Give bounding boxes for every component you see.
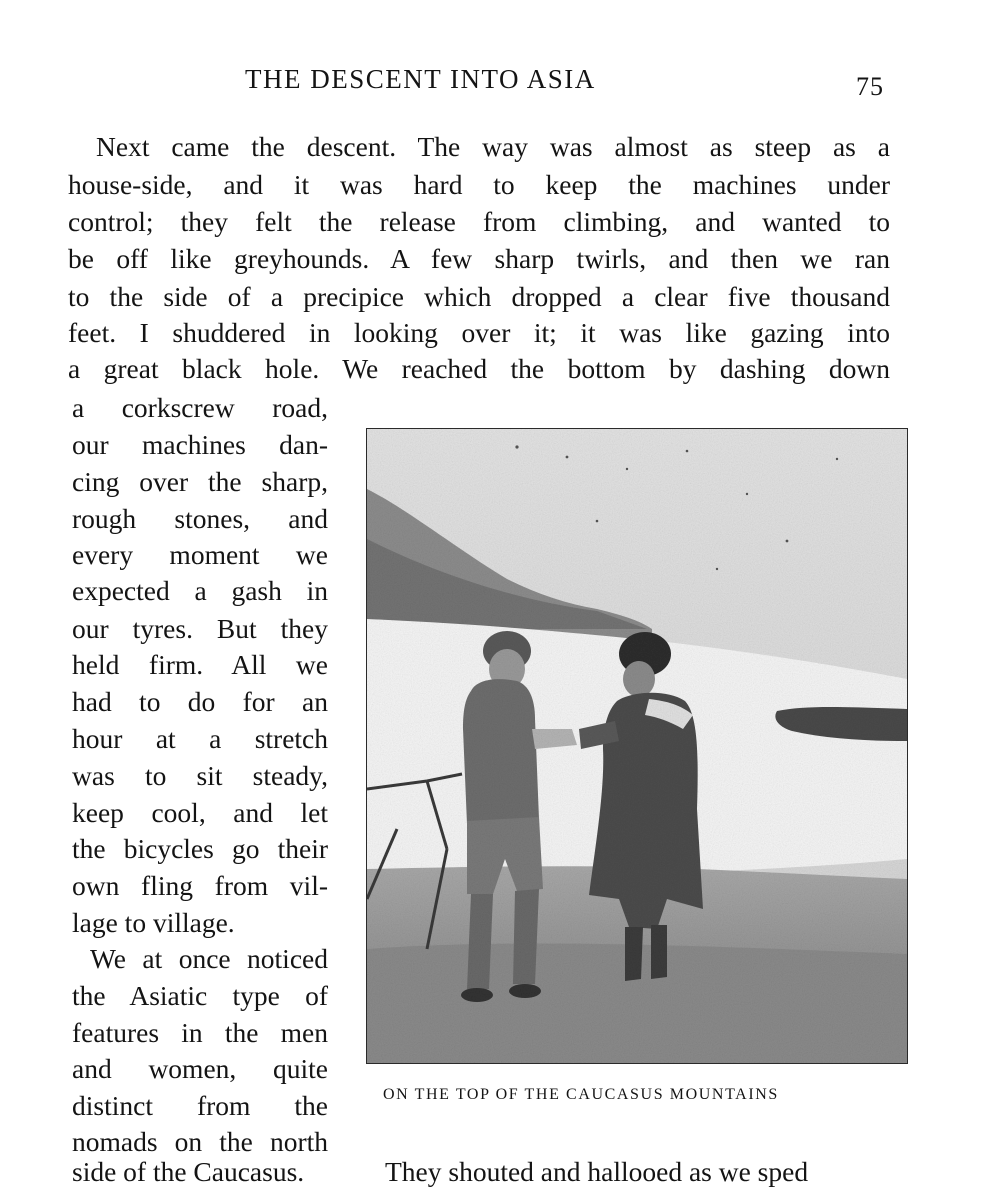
figure-caption: ON THE TOP OF THE CAUCASUS MOUNTAINS <box>383 1086 779 1103</box>
column-text-line: We at once noticed <box>90 943 328 974</box>
column-text-line: cing over the sharp, <box>72 466 328 497</box>
column-text-line: features in the men <box>72 1017 328 1048</box>
column-text-line: own fling from vil- <box>72 870 328 901</box>
column-text-line: nomads on the north <box>72 1126 328 1157</box>
text-line: control; they felt the release from climbing, and wanted to <box>68 206 890 237</box>
column-text-line: and women, quite <box>72 1053 328 1084</box>
photograph-plate <box>366 428 908 1064</box>
photograph-two-men-on-mountain-top-icon <box>367 429 907 1063</box>
column-text-line: distinct from the <box>72 1090 328 1121</box>
text-line: feet. I shuddered in looking over it; it was like gazing into <box>68 317 890 348</box>
text-line: Next came the descent. The way was almost as steep as a <box>96 131 890 162</box>
page-number: 75 <box>856 72 884 101</box>
column-text-line: held firm. All we <box>72 649 328 680</box>
column-text-line: the Asiatic type of <box>72 980 328 1011</box>
column-text-line: a corkscrew road, <box>72 392 328 423</box>
column-text-line: every moment we <box>72 539 328 570</box>
column-text-line: rough stones, and <box>72 503 328 534</box>
column-text-line: our tyres. But they <box>72 613 328 644</box>
column-text-line: our machines dan- <box>72 429 328 460</box>
column-text-line: keep cool, and let <box>72 797 328 828</box>
column-text-line: side of the Caucasus. <box>72 1156 305 1187</box>
column-text-line: lage to village. <box>72 907 235 938</box>
column-text-line: hour at a stretch <box>72 723 328 754</box>
text-line: a great black hole. We reached the bottom by dashing down <box>68 353 890 384</box>
text-line: house-side, and it was hard to keep the machines under <box>68 169 890 200</box>
column-text-line: had to do for an <box>72 686 328 717</box>
column-text-line: the bicycles go their <box>72 833 328 864</box>
text-line-continuation: They shouted and hallooed as we sped <box>385 1156 809 1187</box>
column-text-line: expected a gash in <box>72 575 328 606</box>
column-text-line: was to sit steady, <box>72 760 328 791</box>
running-title: THE DESCENT INTO ASIA <box>245 64 596 94</box>
text-line: to the side of a precipice which dropped a clear five thousand <box>68 281 890 312</box>
text-line: be off like greyhounds. A few sharp twirls, and then we ran <box>68 243 890 274</box>
